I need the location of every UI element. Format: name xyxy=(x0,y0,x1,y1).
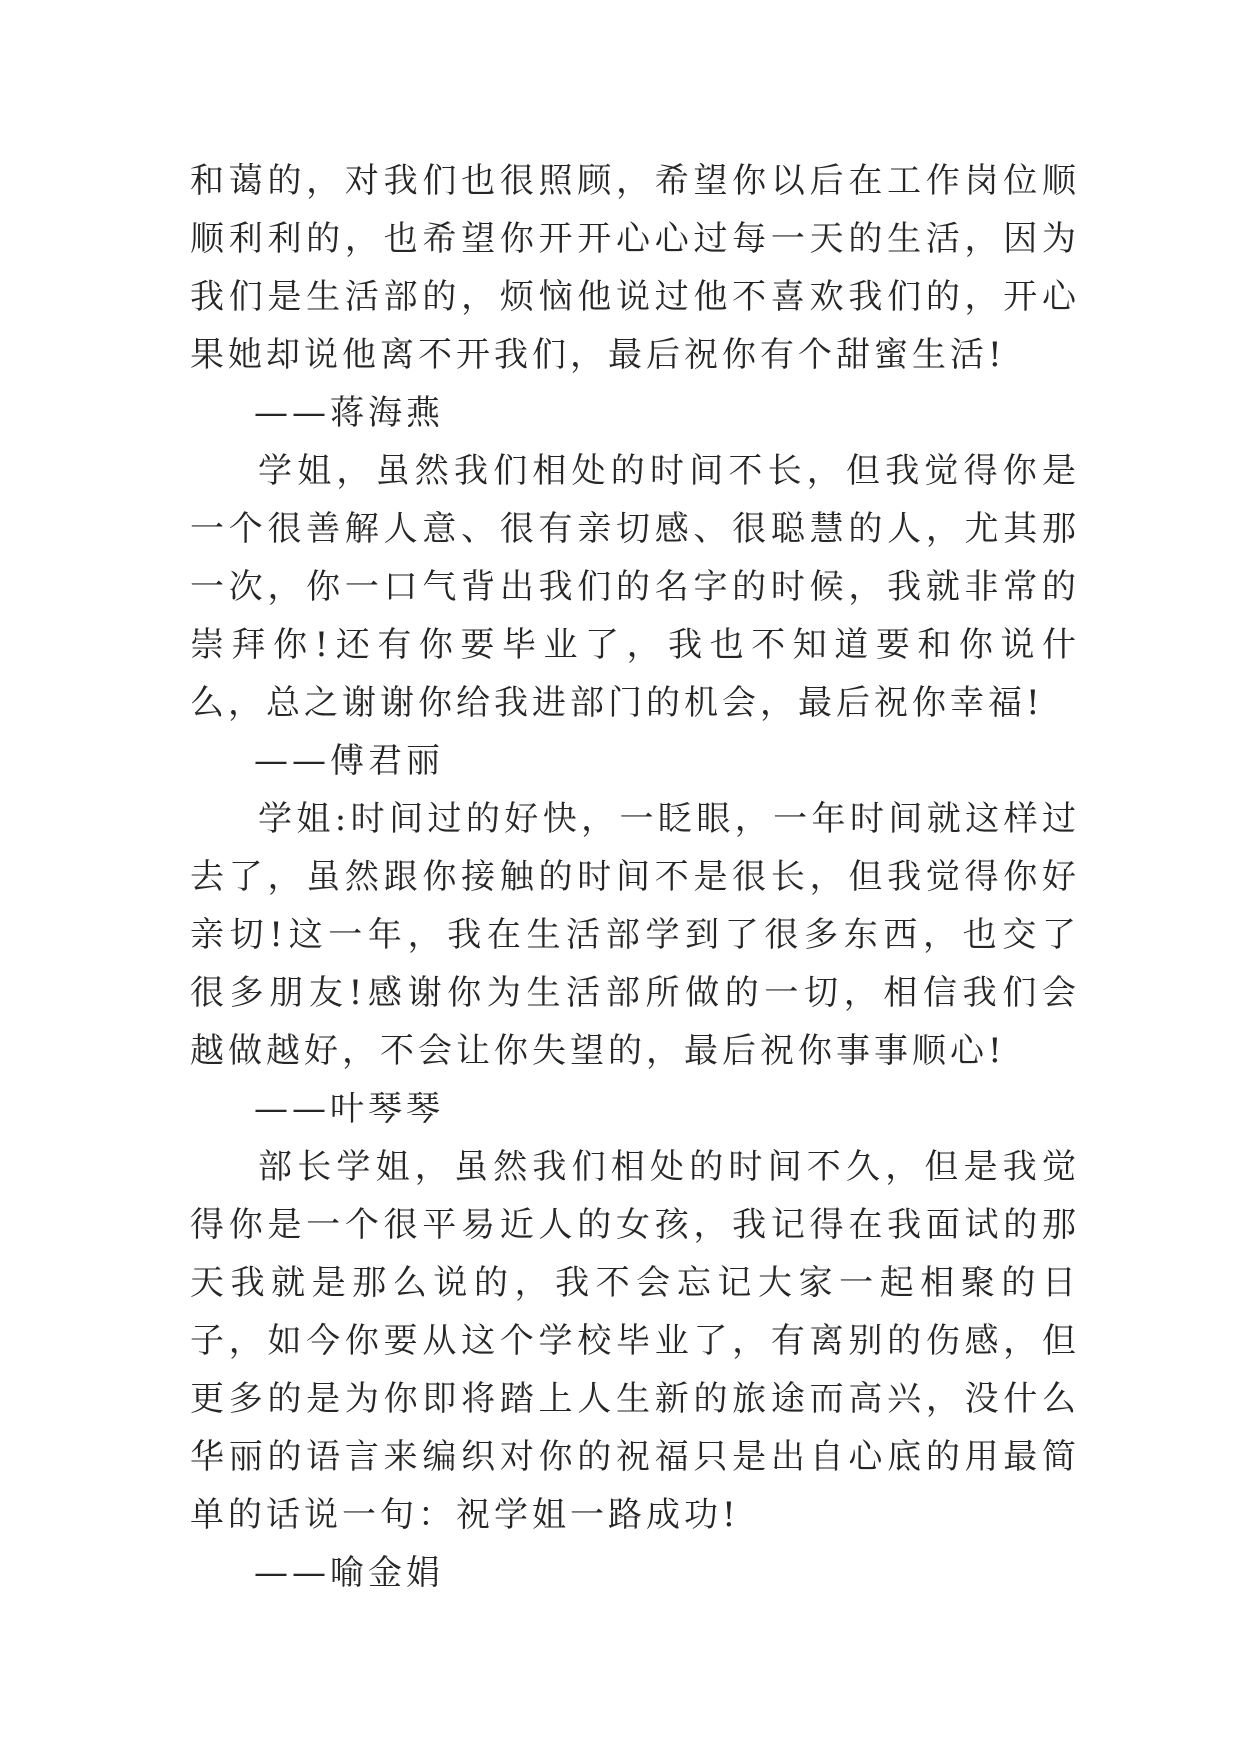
paragraph-1: 和蔼的，对我们也很照顾，希望你以后在工作岗位顺顺利利的，也希望你开开心心过每一天的生活，因为我们是生活部的，烦恼他说过他不喜欢我们的，开心果她却说他离不开我们，最后祝你有个甜蜜生活! xyxy=(190,161,1080,375)
signature-jiang-haiyan: ——蒋海燕 xyxy=(254,393,444,433)
paragraph-4: 部长学姐，虽然我们相处的时间不久，但是我觉得你是一个很平易近人的女孩，我记得在我面试的那天我就是那么说的，我不会忘记大家一起相聚的日子，如今你要从这个学校毕业了，有离别的伤感，但更多的是为你即将踏上人生新的旅途而高兴，没什么华丽的语言来编织对你的祝福只是出自心底的用最简单的话说一句：祝学姐一路成功! xyxy=(190,1147,1080,1535)
document-body xyxy=(190,152,1080,1602)
signature-ye-qinqin: ——叶琴琴 xyxy=(254,1089,444,1129)
signature-fu-junli: ——傅君丽 xyxy=(254,741,444,781)
paragraph-2: 学姐，虽然我们相处的时间不长，但我觉得你是一个很善解人意、很有亲切感、很聪慧的人，尤其那一次，你一口气背出我们的名字的时候，我就非常的崇拜你!还有你要毕业了，我也不知道要和你说什么，总之谢谢你给我进部门的机会，最后祝你幸福! xyxy=(190,451,1080,723)
paragraph-3: 学姐:时间过的好快，一眨眼，一年时间就这样过去了，虽然跟你接触的时间不是很长，但我觉得你好亲切!这一年，我在生活部学到了很多东西，也交了很多朋友!感谢你为生活部所做的一切，相信我们会越做越好，不会让你失望的，最后祝你事事顺心! xyxy=(190,799,1080,1071)
signature-yu-jinjuan: ——喻金娟 xyxy=(254,1553,444,1593)
